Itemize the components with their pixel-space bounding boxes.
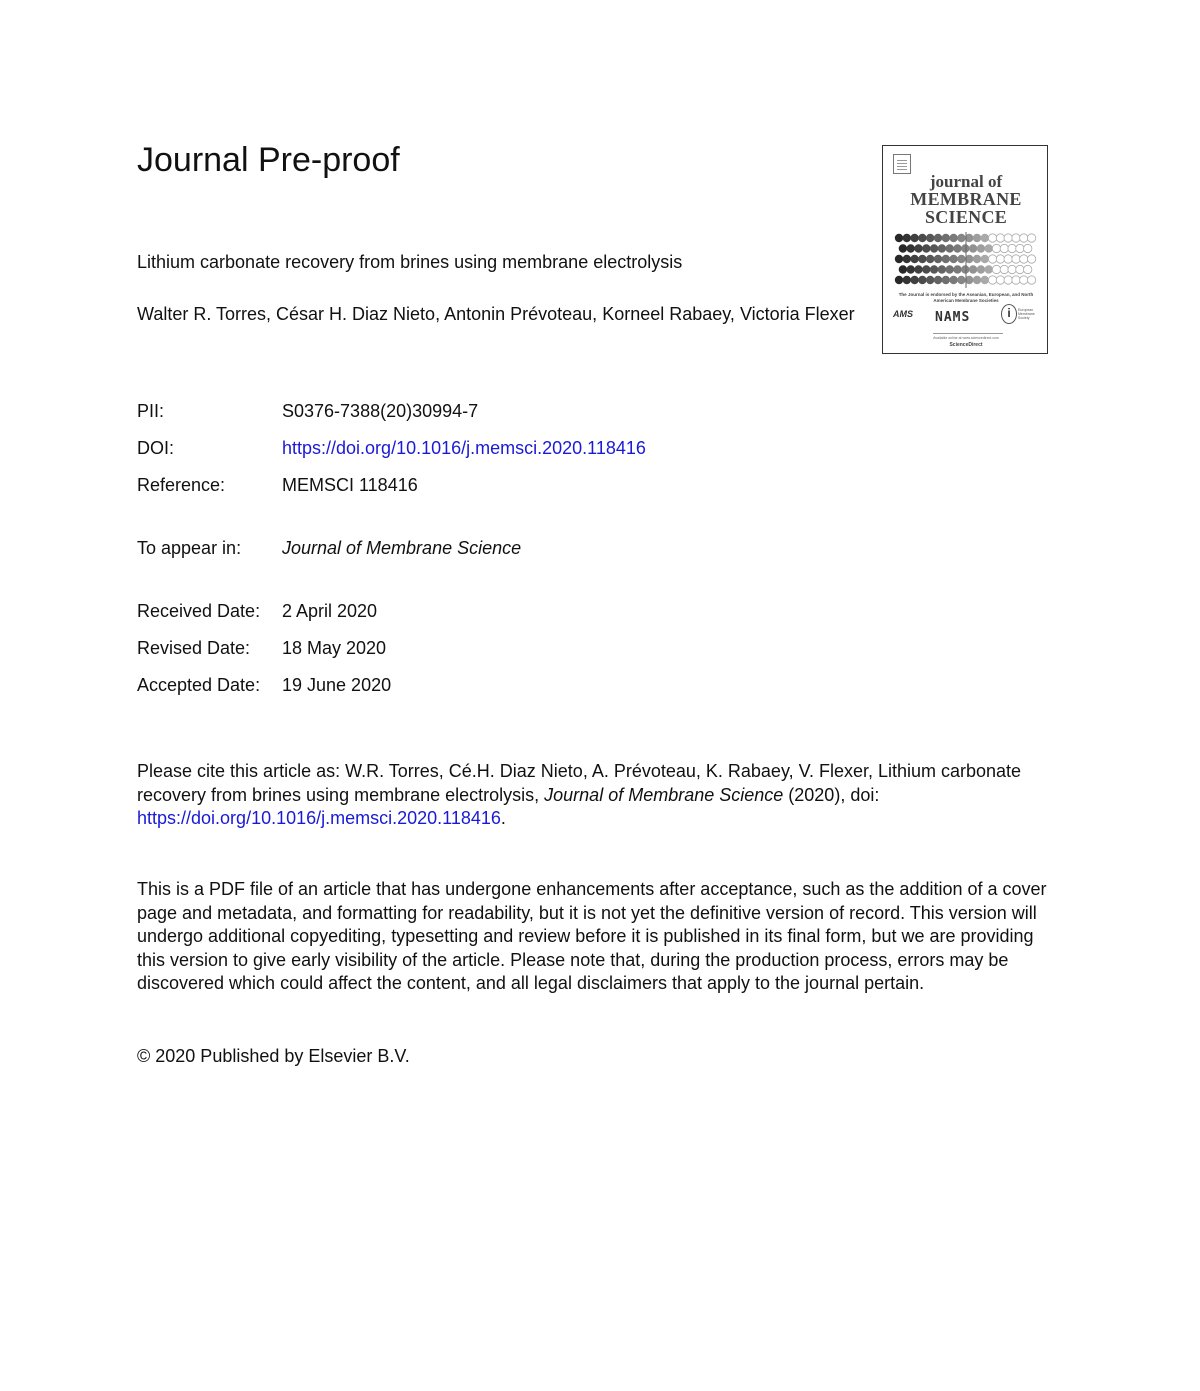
doi-label: DOI: — [137, 438, 175, 458]
molecule-dot — [903, 276, 911, 284]
appear-in-label: To appear in: — [137, 538, 242, 558]
molecule-dot — [969, 244, 977, 252]
molecule-dot — [1027, 234, 1035, 242]
molecule-dot — [942, 255, 950, 263]
molecule-dot — [918, 234, 926, 242]
molecule-dot — [1024, 244, 1032, 252]
molecule-dot — [907, 244, 915, 252]
molecule-dot — [1020, 276, 1028, 284]
citation-year: (2020), doi: — [783, 784, 880, 805]
molecule-dot — [910, 276, 918, 284]
accepted-label: Accepted Date: — [137, 675, 261, 695]
page-title: Journal Pre-proof — [137, 141, 400, 179]
copyright-notice: © 2020 Published by Elsevier B.V. — [137, 1046, 410, 1066]
article-title: Lithium carbonate recovery from brines using membrane electrolysis — [137, 252, 683, 272]
molecule-dot — [969, 265, 977, 273]
molecule-dot — [981, 234, 989, 242]
molecule-dot — [914, 244, 922, 252]
molecule-dot — [895, 276, 903, 284]
molecule-dot — [996, 276, 1004, 284]
molecule-dot — [1024, 265, 1032, 273]
cover-molecule-graphic — [893, 232, 1039, 288]
molecule-dot — [946, 244, 954, 252]
molecule-dot — [988, 276, 996, 284]
citation-end: . — [500, 808, 506, 828]
molecule-dot — [985, 244, 993, 252]
molecule-dot — [899, 265, 907, 273]
molecule-dot — [957, 234, 965, 242]
molecule-dot — [1012, 255, 1020, 263]
molecule-dot — [961, 265, 969, 273]
citation-text: Please cite this article as: W.R. Torres, Cé.H. Diaz Nieto, A. Prévoteau, K. Rabaey, V. Flexer, Lithium carbonate recovery from brines using membrane electrolysis, — [137, 761, 1022, 805]
molecule-dot — [934, 276, 942, 284]
molecule-dot — [1012, 276, 1020, 284]
molecule-dot — [910, 255, 918, 263]
doi-link[interactable]: https://doi.org/10.1016/j.memsci.2020.118416 — [282, 438, 646, 458]
molecule-dot — [973, 276, 981, 284]
cover-journal-name-line3: SCIENCE — [924, 207, 1008, 227]
molecule-dot — [957, 276, 965, 284]
molecule-dot — [930, 265, 938, 273]
molecule-dot — [961, 244, 969, 252]
molecule-dot — [918, 255, 926, 263]
molecule-dot — [1000, 244, 1008, 252]
journal-cover-thumbnail — [882, 145, 1048, 354]
cover-journal-name-line1: journal of — [929, 172, 1003, 191]
molecule-dot — [949, 276, 957, 284]
molecule-dot — [1012, 234, 1020, 242]
revised-label: Revised Date: — [137, 638, 251, 658]
molecule-dot — [934, 234, 942, 242]
cover-divider — [933, 333, 1003, 334]
molecule-dot — [926, 234, 934, 242]
disclaimer-paragraph: This is a PDF file of an article that has undergone enhancements after acceptance, such as the addition of a cover page and metadata, and formatting for readability, but it is not yet the definitive version of record. This version will undergo additional copyediting, typesetting and review before it is published in its final form, but we are providing this version to give early visibility of the article. Please note that, during the production process, errors may be discovered which could affect the content, and all legal disclaimers that apply to the journal pertain. — [137, 879, 1047, 993]
molecule-dot — [895, 234, 903, 242]
molecule-dot — [926, 276, 934, 284]
pii-value: S0376-7388(20)30994-7 — [282, 401, 479, 421]
molecule-dot — [996, 255, 1004, 263]
molecule-dot — [1016, 265, 1024, 273]
molecule-dot — [988, 234, 996, 242]
molecule-dot — [946, 265, 954, 273]
molecule-dot — [988, 255, 996, 263]
molecule-dot — [977, 244, 985, 252]
molecule-dot — [922, 244, 930, 252]
citation-journal: Journal of Membrane Science — [544, 784, 784, 805]
nams-logo: NAMS — [935, 310, 971, 325]
citation-doi-link[interactable]: https://doi.org/10.1016/j.memsci.2020.118416 — [137, 808, 501, 828]
cover-endorsement-text: The Journal is endorsed by the Aseanian, European, and North American Membrane Societies — [898, 292, 1034, 303]
molecule-dot — [985, 265, 993, 273]
molecule-dot — [907, 265, 915, 273]
accepted-value: 19 June 2020 — [282, 675, 392, 695]
molecule-dot — [1004, 276, 1012, 284]
molecule-dot — [938, 244, 946, 252]
molecule-dot — [1008, 244, 1016, 252]
molecule-dot — [996, 234, 1004, 242]
molecule-dot — [981, 276, 989, 284]
aseanian-society-logo: AMS — [893, 309, 913, 319]
molecule-dot — [910, 234, 918, 242]
received-value: 2 April 2020 — [282, 601, 378, 621]
molecule-dot — [1020, 234, 1028, 242]
molecule-dot — [1027, 255, 1035, 263]
elsevier-tree-icon — [893, 154, 911, 174]
european-society-logo-icon: i — [1001, 304, 1017, 324]
molecule-dot — [918, 276, 926, 284]
molecule-dot — [981, 255, 989, 263]
molecule-dot — [926, 255, 934, 263]
molecule-dot — [949, 234, 957, 242]
molecule-dot — [1008, 265, 1016, 273]
appear-in-value: Journal of Membrane Science — [282, 538, 522, 558]
molecule-dot — [973, 255, 981, 263]
reference-value: MEMSCI 118416 — [282, 475, 418, 495]
molecule-dot — [957, 255, 965, 263]
molecule-dot — [1020, 255, 1028, 263]
molecule-dot — [992, 265, 1000, 273]
molecule-dot — [1004, 255, 1012, 263]
molecule-dot — [903, 234, 911, 242]
molecule-dot — [938, 265, 946, 273]
molecule-dot — [1000, 265, 1008, 273]
molecule-dot — [942, 276, 950, 284]
citation-paragraph — [137, 760, 1047, 831]
molecule-dot — [953, 265, 961, 273]
molecule-dot — [1027, 276, 1035, 284]
received-label: Received Date: — [137, 601, 261, 621]
molecule-dot — [899, 244, 907, 252]
molecule-dot — [953, 244, 961, 252]
molecule-dot — [922, 265, 930, 273]
european-society-label: European Membrane Society — [1018, 308, 1035, 320]
pii-label: PII: — [137, 401, 165, 421]
molecule-dot — [914, 265, 922, 273]
molecule-dot — [949, 255, 957, 263]
sciencedirect-logo: ScienceDirect — [949, 342, 983, 348]
reference-label: Reference: — [137, 475, 226, 495]
cover-available-online: Available online at www.sciencedirect.com — [933, 336, 999, 340]
article-authors: Walter R. Torres, César H. Diaz Nieto, Antonin Prévoteau, Korneel Rabaey, Victoria Flexer — [137, 304, 855, 324]
molecule-dot — [934, 255, 942, 263]
molecule-dot — [895, 255, 903, 263]
molecule-dot — [977, 265, 985, 273]
molecule-dot — [942, 234, 950, 242]
molecule-dot — [992, 244, 1000, 252]
molecule-dot — [930, 244, 938, 252]
molecule-dot — [973, 234, 981, 242]
revised-value: 18 May 2020 — [282, 638, 387, 658]
cover-journal-name-line2: MEMBRANE — [910, 189, 1022, 209]
molecule-dot — [903, 255, 911, 263]
molecule-dot — [1016, 244, 1024, 252]
molecule-dot — [1004, 234, 1012, 242]
